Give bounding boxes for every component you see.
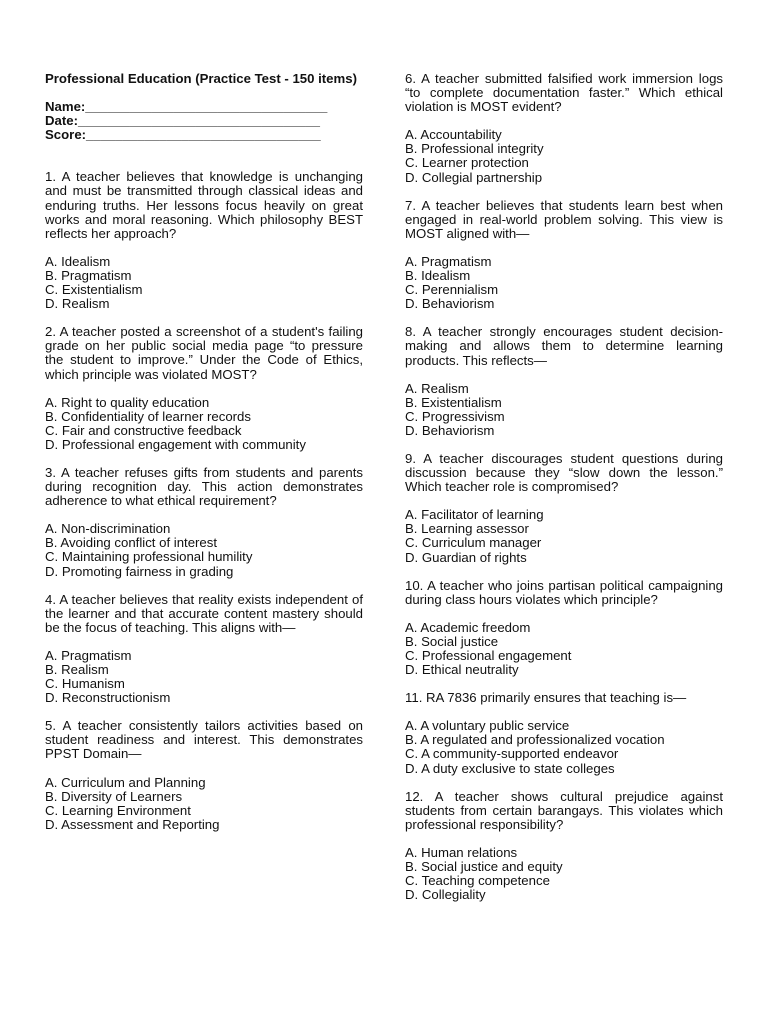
option-b: B. Realism [45,662,109,677]
question-stem: 8. A teacher strongly encourages student decision-making and allows them to determine learning products. This reflects— [405,324,723,368]
option-c: C. A community-supported endeavor [405,746,619,762]
option-a: A. A voluntary public service [405,718,570,734]
question-3 [45,466,363,579]
option-b: B. Professional integrity [405,141,544,157]
option-c: C. Learning Environment [45,802,191,818]
option-d: D. Reconstructionism [45,690,171,706]
question-7 [405,199,723,312]
option-a: A. Curriculum and Planning [45,774,206,790]
option-b: B. Learning assessor [405,521,529,537]
option-d: D. Collegial partnership [405,169,543,185]
option-c: C. Maintaining professional humility [45,549,253,565]
option-b: B. Social justice and equity [405,859,563,875]
question-stem: 9. A teacher discourages student questions during discussion because they “slow down the lesson.” Which teacher role is compromised? [405,450,723,495]
question-11 [405,691,723,775]
question-4 [45,593,363,706]
option-d: D. Guardian of rights [405,549,527,565]
question-stem: 7. A teacher believes that students learn best when engaged in real-world problem solving. This view is MOST aligned with— [405,197,723,241]
option-a: A. Human relations [405,844,518,860]
option-a: A. Idealism [45,253,111,269]
option-a: A. Right to quality education [45,394,210,410]
option-b: B. Social justice [405,633,499,649]
option-a: A. Facilitator of learning [405,507,544,523]
option-a: A. Pragmatism [405,253,492,269]
option-b: B. Pragmatism [45,267,132,283]
question-10 [405,579,723,678]
question-6 [405,72,723,185]
option-a: A. Realism [405,380,469,396]
option-d: D. Behaviorism [405,296,495,312]
question-8 [405,325,723,438]
option-d: D. Behaviorism [405,422,495,438]
question-5 [45,719,363,832]
header-fields [45,100,363,142]
question-stem: 12. A teacher shows cultural prejudice against students from certain barangays. This violates which professional responsibility? [405,788,723,832]
question-stem: 10. A teacher who joins partisan political campaigning during class hours violates which principle? [405,577,723,607]
option-d: D. A duty exclusive to state colleges [405,760,615,776]
option-c: C. Perennialism [405,282,499,298]
option-c: C. Humanism [45,676,125,692]
option-d: D. Collegiality [405,887,486,903]
option-c: C. Fair and constructive feedback [45,422,242,438]
question-stem: 1. A teacher believes that knowledge is unchanging and must be transmitted through classical ideas and enduring truths. Her lessons focus heavily on great works and moral reasoning. Which philosophy BEST reflects her approach? [45,169,363,241]
option-c: C. Learner protection [405,155,529,171]
right-column [405,72,723,916]
score-field: Score:________________________________ [45,128,321,143]
question-stem: 6. A teacher submitted falsified work immersion logs “to complete documentation faster.” Which ethical violation is MOST evident? [405,71,723,115]
option-d: D. Promoting fairness in grading [45,563,234,579]
question-stem: 11. RA 7836 primarily ensures that teaching is— [405,690,687,706]
name-field: Name:_________________________________ [45,100,328,115]
option-d: D. Ethical neutrality [405,662,519,678]
option-c: C. Existentialism [45,282,143,298]
option-c: C. Teaching competence [405,873,550,889]
question-stem: 4. A teacher believes that reality exists independent of the learner and that accurate content mastery should be the focus of teaching. This aligns with— [45,591,363,635]
option-c: C. Curriculum manager [405,535,542,551]
question-stem: 5. A teacher consistently tailors activities based on student readiness and interest. This demonstrates PPST Domain— [45,718,363,762]
question-2 [45,325,363,452]
option-c: C. Progressivism [405,408,505,424]
question-1 [45,170,363,311]
left-column [45,72,363,846]
option-b: B. Confidentiality of learner records [45,408,251,424]
option-b: B. A regulated and professionalized vocation [405,732,665,748]
option-b: B. Idealism [405,268,471,284]
option-d: D. Assessment and Reporting [45,816,220,832]
question-12 [405,790,723,903]
option-a: A. Accountability [405,127,502,143]
option-d: D. Professional engagement with community [45,436,306,452]
option-a: A. Non-discrimination [45,521,171,537]
option-a: A. Pragmatism [45,647,132,663]
option-b: B. Diversity of Learners [45,788,183,804]
question-stem: 2. A teacher posted a screenshot of a student's failing grade on her public social media page “to pressure the student to improve.” Under the Code of Ethics, which principle was violated MOST? [45,324,363,382]
date-field: Date:_________________________________ [45,114,321,129]
question-stem: 3. A teacher refuses gifts from students and parents during recognition day. This action demonstrates adherence to what ethical requirement? [45,464,363,509]
option-d: D. Realism [45,296,110,312]
option-c: C. Professional engagement [405,648,572,663]
document-title: Professional Education (Practice Test - 150 items) [45,71,357,86]
option-b: B. Avoiding conflict of interest [45,535,218,551]
question-9 [405,452,723,565]
option-a: A. Academic freedom [405,619,531,635]
option-b: B. Existentialism [405,394,502,410]
